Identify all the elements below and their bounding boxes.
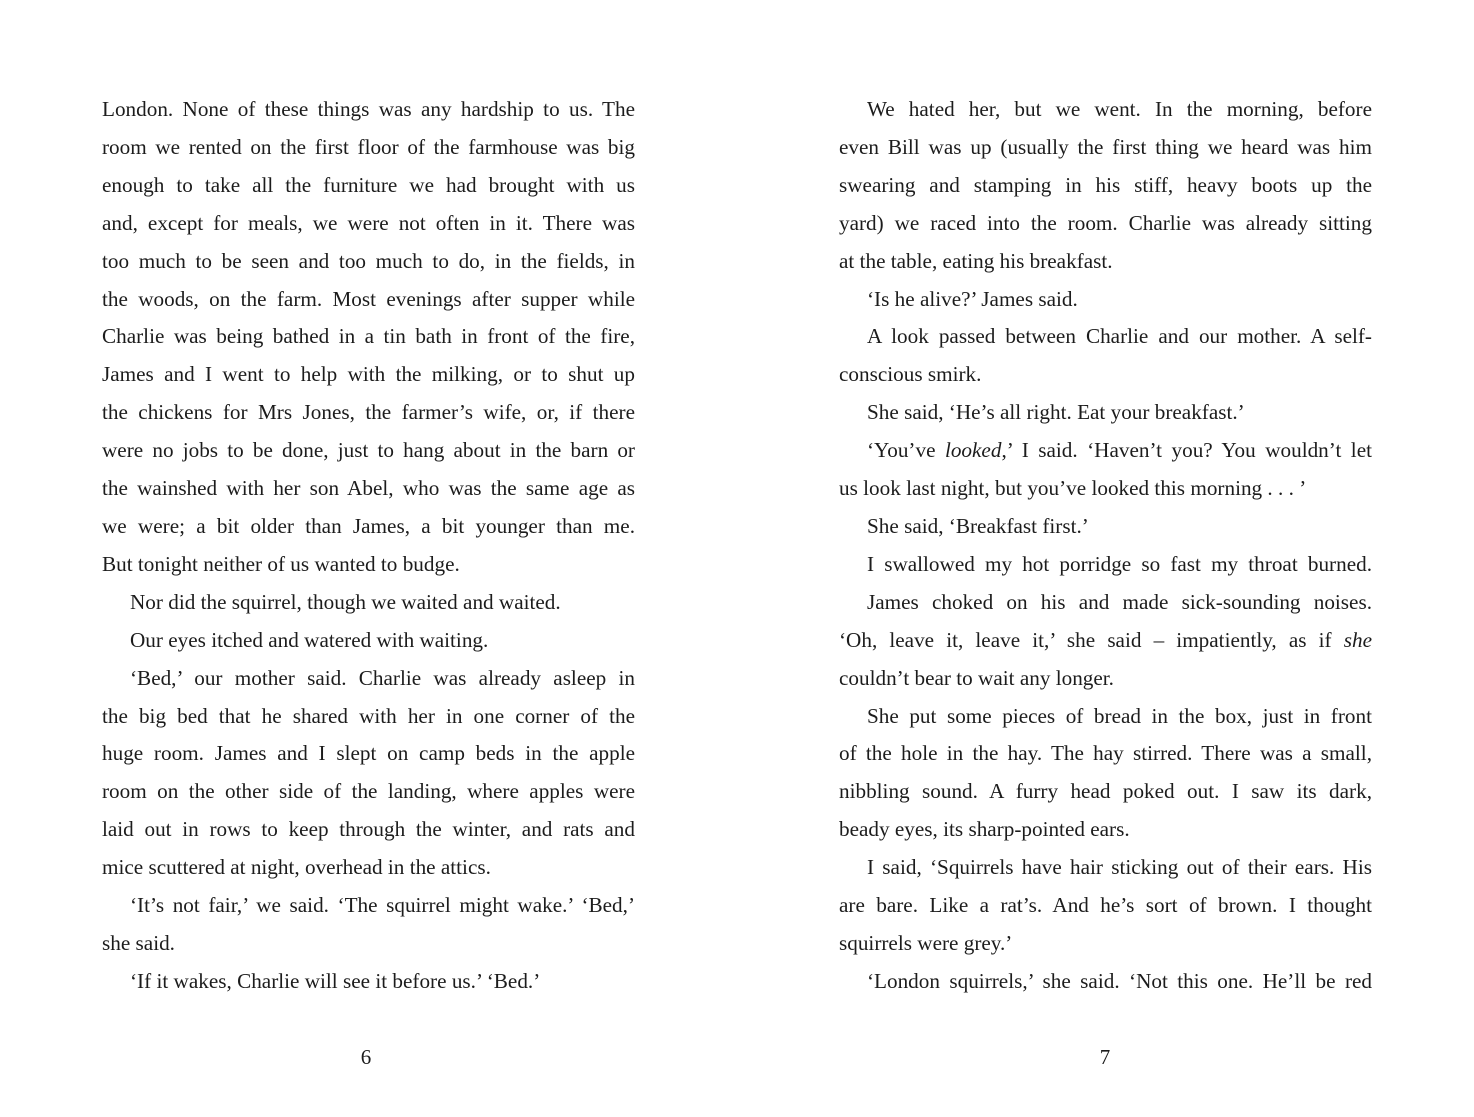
text-line: squirrels were grey.’ bbox=[839, 930, 1013, 955]
text-line: the wainshed with her son Abel, who was the same age as bbox=[102, 476, 635, 501]
text-line: She put some pieces of bread in the box, just in front bbox=[867, 703, 1372, 728]
text-line: ‘If it wakes, Charlie will see it before us.’ ‘Bed.’ bbox=[130, 968, 541, 993]
text-line: huge room. James and I slept on camp beds in the apple bbox=[102, 741, 635, 766]
text-line: She said, ‘Breakfast first.’ bbox=[867, 513, 1089, 538]
text-line: I said, ‘Squirrels have hair sticking out of their ears. His bbox=[867, 855, 1372, 880]
text-line: the chickens for Mrs Jones, the farmer’s wife, or, if there bbox=[102, 400, 635, 425]
italic-text: looked bbox=[944, 438, 1002, 463]
text-run: ‘You’ve bbox=[867, 438, 945, 463]
text-line: London. None of these things was any hardship to us. The bbox=[102, 97, 635, 121]
text-line: the big bed that he shared with her in one corner of the bbox=[102, 703, 635, 728]
text-line: She said, ‘He’s all right. Eat your breakfast.’ bbox=[867, 400, 1245, 425]
text-line: We hated her, but we went. In the morning, before bbox=[867, 97, 1372, 121]
text-line: we were; a bit older than James, a bit younger than me. bbox=[102, 513, 635, 538]
text-line: were no jobs to be done, just to hang about in the barn or bbox=[102, 438, 635, 463]
text-line: us look last night, but you’ve looked this morning . . . ’ bbox=[839, 476, 1307, 501]
text-line: she said. bbox=[102, 930, 175, 955]
text-line: A look passed between Charlie and our mother. A self- bbox=[867, 324, 1372, 349]
text-line: room on the other side of the landing, where apples were bbox=[102, 779, 635, 804]
text-line: swearing and stamping in his stiff, heavy boots up the bbox=[839, 172, 1372, 197]
text-line bbox=[839, 622, 1372, 660]
text-line: nibbling sound. A furry head poked out. I saw its dark, bbox=[839, 779, 1372, 804]
text-line: ‘Is he alive?’ James said. bbox=[867, 286, 1078, 311]
text-line: ‘It’s not fair,’ we said. ‘The squirrel might wake.’ ‘Bed,’ bbox=[130, 893, 635, 918]
text-run: ,’ I said. ‘Haven’t you? You wouldn’t let bbox=[1001, 438, 1372, 463]
text-line: at the table, eating his breakfast. bbox=[839, 248, 1113, 273]
text-line: James and I went to help with the milking, or to shut up bbox=[102, 362, 635, 387]
text-line: James choked on his and made sick-sounding noises. bbox=[867, 589, 1372, 614]
text-line: Charlie was being bathed in a tin bath in front of the fire, bbox=[102, 324, 635, 349]
text-line: But tonight neither of us wanted to budge. bbox=[102, 551, 460, 576]
left-page-text bbox=[102, 91, 635, 1001]
text-line: couldn’t bear to wait any longer. bbox=[839, 665, 1114, 690]
text-line: Nor did the squirrel, though we waited and waited. bbox=[130, 589, 561, 614]
text-line: and, except for meals, we were not often in it. There was bbox=[102, 210, 635, 235]
text-line: laid out in rows to keep through the winter, and rats and bbox=[102, 817, 635, 842]
text-line: the woods, on the farm. Most evenings after supper while bbox=[102, 286, 635, 311]
text-line: I swallowed my hot porridge so fast my throat burned. bbox=[867, 551, 1372, 576]
text-line: conscious smirk. bbox=[839, 362, 982, 387]
text-line: even Bill was up (usually the first thing we heard was him bbox=[839, 134, 1372, 159]
text-line: mice scuttered at night, overhead in the attics. bbox=[102, 855, 491, 880]
italic-text: she bbox=[1343, 627, 1372, 652]
text-line: room we rented on the first floor of the farmhouse was big bbox=[102, 134, 635, 159]
page-number: 7 bbox=[1099, 1045, 1111, 1069]
text-line: yard) we raced into the room. Charlie was already sitting bbox=[839, 210, 1372, 235]
text-line: beady eyes, its sharp-pointed ears. bbox=[839, 817, 1130, 842]
text-line: are bare. Like a rat’s. And he’s sort of brown. I thought bbox=[839, 893, 1372, 918]
text-run: ‘Oh, leave it, leave it,’ she said – impatiently, as if bbox=[839, 627, 1344, 652]
page-number: 6 bbox=[360, 1045, 372, 1069]
text-line: ‘London squirrels,’ she said. ‘Not this one. He’ll be red bbox=[867, 968, 1372, 993]
text-line: Our eyes itched and watered with waiting. bbox=[130, 627, 489, 652]
text-line bbox=[839, 432, 1372, 470]
text-line: enough to take all the furniture we had brought with us bbox=[102, 172, 635, 197]
text-line: too much to be seen and too much to do, in the fields, in bbox=[102, 248, 635, 273]
right-page bbox=[737, 0, 1474, 1117]
text-line: ‘Bed,’ our mother said. Charlie was already asleep in bbox=[130, 665, 635, 690]
text-line: of the hole in the hay. The hay stirred. There was a small, bbox=[839, 741, 1372, 766]
right-page-text bbox=[839, 91, 1372, 1001]
